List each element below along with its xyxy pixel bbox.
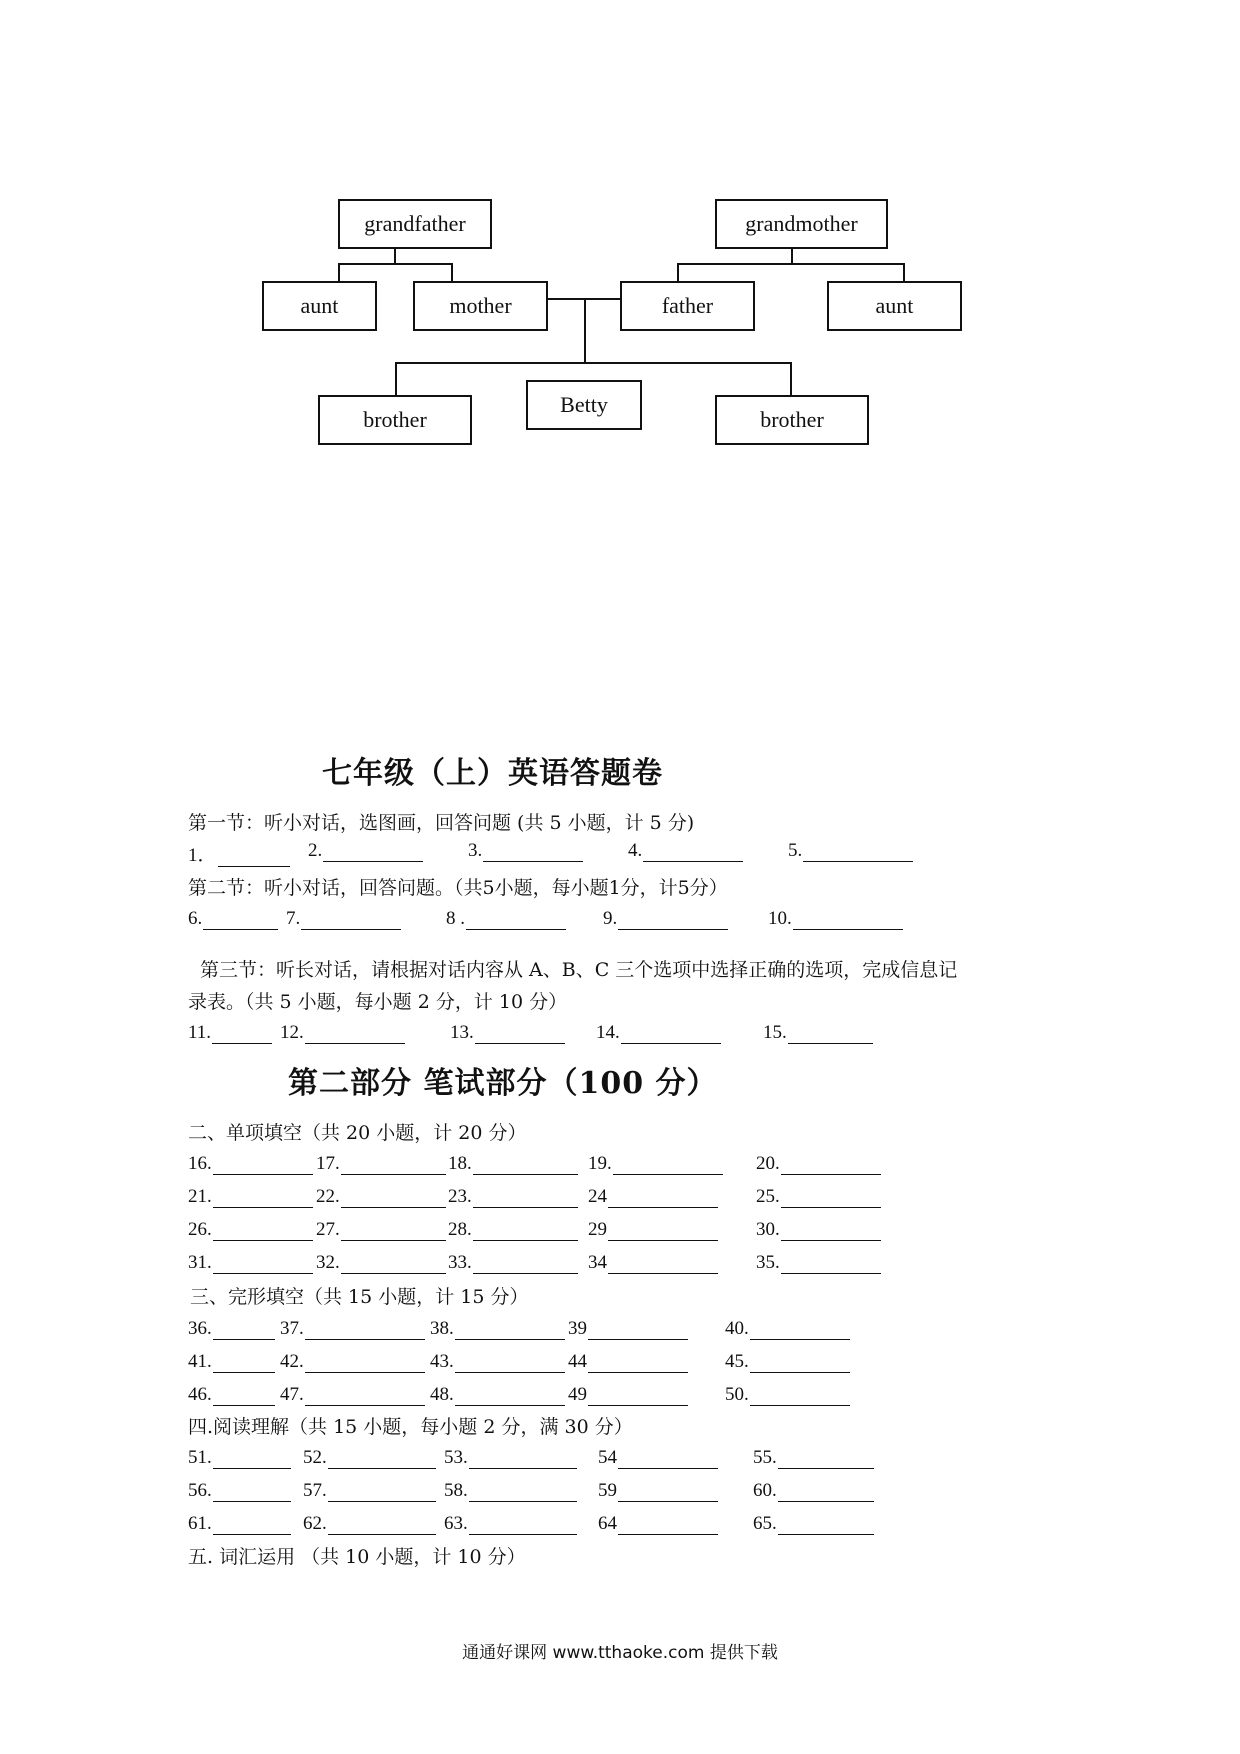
answer-item	[753, 1447, 874, 1469]
answer-blank[interactable]	[213, 1253, 313, 1274]
answer-blank[interactable]	[608, 1187, 718, 1208]
answer-blank[interactable]	[781, 1253, 881, 1274]
question-number: 49	[568, 1384, 587, 1405]
answer-blank[interactable]	[213, 1154, 313, 1175]
question-number: 45.	[725, 1351, 749, 1372]
answer-item	[303, 1447, 436, 1469]
answer-blank[interactable]	[328, 1514, 436, 1535]
tree-connector	[395, 362, 792, 364]
question-number: 60.	[753, 1480, 777, 1501]
question-number: 16.	[188, 1153, 212, 1174]
answer-item	[598, 1447, 718, 1469]
father-box: father	[620, 281, 755, 331]
question-number: 46.	[188, 1384, 212, 1405]
answer-item	[444, 1480, 577, 1502]
answer-item	[448, 1153, 578, 1175]
question-number: 28.	[448, 1219, 472, 1240]
answer-blank[interactable]	[588, 1385, 688, 1406]
answer-item	[588, 1219, 718, 1241]
question-number: 55.	[753, 1447, 777, 1468]
section2-answers	[188, 908, 1088, 934]
answer-row	[188, 1351, 1088, 1377]
answer-item	[280, 1384, 425, 1406]
answer-row	[188, 1447, 1088, 1473]
answer-row	[188, 1219, 1088, 1245]
answer-blank[interactable]	[475, 1023, 565, 1044]
question-number: 35.	[756, 1252, 780, 1273]
answer-blank[interactable]	[588, 1319, 688, 1340]
answer-item: 14.	[596, 1022, 721, 1044]
tree-connector	[791, 247, 793, 264]
answer-blank[interactable]	[621, 1023, 721, 1044]
answer-blank[interactable]	[781, 1187, 881, 1208]
answer-blank[interactable]	[788, 1023, 873, 1044]
answer-row	[188, 1384, 1088, 1410]
grandfather-box: grandfather	[338, 199, 492, 249]
question-number: 26.	[188, 1219, 212, 1240]
question-number: 37.	[280, 1318, 304, 1339]
answer-row	[188, 1252, 1088, 1278]
answer-blank[interactable]	[778, 1514, 874, 1535]
answer-item	[316, 1219, 446, 1241]
brother-left-box: brother	[318, 395, 472, 445]
question-number: 47.	[280, 1384, 304, 1405]
reading-heading: 四.阅读理解（共 15 小题，每小题 2 分，满 30 分）	[188, 1416, 633, 1438]
tree-connector	[790, 362, 792, 396]
answer-item	[188, 1318, 275, 1340]
answer-blank[interactable]	[305, 1385, 425, 1406]
question-number: 31.	[188, 1252, 212, 1273]
answer-item: 3.	[468, 840, 583, 862]
answer-blank[interactable]	[341, 1187, 446, 1208]
answer-blank[interactable]	[750, 1319, 850, 1340]
answer-blank[interactable]	[305, 1319, 425, 1340]
answer-item: 11.	[188, 1022, 272, 1044]
answer-blank[interactable]	[301, 909, 401, 930]
tree-connector	[395, 362, 397, 396]
question-number: 20.	[756, 1153, 780, 1174]
question-number: 48.	[430, 1384, 454, 1405]
section2-heading: 第二节：听小对话，回答问题。（共5小题，每小题1分，计5分）	[188, 877, 728, 899]
question-number: 22.	[316, 1186, 340, 1207]
mother-box: mother	[413, 281, 548, 331]
answer-row	[188, 1318, 1088, 1344]
answer-item	[188, 1153, 313, 1175]
answer-blank[interactable]	[469, 1481, 577, 1502]
answer-item	[725, 1351, 850, 1373]
answer-blank[interactable]	[473, 1154, 578, 1175]
answer-item	[756, 1219, 881, 1241]
answer-blank[interactable]	[305, 1023, 405, 1044]
answer-blank[interactable]	[328, 1481, 436, 1502]
answer-item	[430, 1318, 565, 1340]
answer-item: 6.	[188, 908, 278, 930]
answer-blank[interactable]	[213, 1514, 291, 1535]
answer-item	[568, 1351, 688, 1373]
answer-item	[448, 1219, 578, 1241]
question-number: 51.	[188, 1447, 212, 1468]
question-number: 27.	[316, 1219, 340, 1240]
answer-blank[interactable]	[483, 841, 583, 862]
answer-blank[interactable]	[341, 1253, 446, 1274]
answer-blank[interactable]	[305, 1352, 425, 1373]
question-number: 52.	[303, 1447, 327, 1468]
answer-blank[interactable]	[778, 1448, 874, 1469]
answer-item: 9.	[603, 908, 728, 930]
answer-item	[448, 1186, 578, 1208]
answer-item	[280, 1318, 425, 1340]
answer-item	[448, 1252, 578, 1274]
answer-blank[interactable]	[588, 1352, 688, 1373]
answer-blank[interactable]	[218, 846, 290, 867]
answer-item	[188, 1252, 313, 1274]
question-number: 64	[598, 1513, 617, 1534]
answer-item	[598, 1513, 718, 1535]
answer-item	[588, 1186, 718, 1208]
cloze-heading: 三、完形填空（共 15 小题，计 15 分）	[190, 1286, 529, 1308]
answer-blank[interactable]	[793, 909, 903, 930]
answer-item: 10.	[768, 908, 903, 930]
tree-connector	[584, 298, 586, 363]
answer-blank[interactable]	[803, 841, 913, 862]
answer-item: 1．	[188, 840, 290, 867]
question-number: 36.	[188, 1318, 212, 1339]
answer-row	[188, 1513, 1088, 1539]
answer-item	[280, 1351, 425, 1373]
betty-box: Betty	[526, 380, 642, 430]
question-number: 53.	[444, 1447, 468, 1468]
answer-blank[interactable]	[213, 1385, 275, 1406]
question-number: 56.	[188, 1480, 212, 1501]
answer-item	[753, 1513, 874, 1535]
question-number: 18.	[448, 1153, 472, 1174]
question-number: 24	[588, 1186, 607, 1207]
answer-item: 7.	[286, 908, 401, 930]
answer-blank[interactable]	[213, 1352, 275, 1373]
question-number: 32.	[316, 1252, 340, 1273]
tree-connector	[338, 263, 453, 265]
question-number: 19.	[588, 1153, 612, 1174]
question-number: 39	[568, 1318, 587, 1339]
question-number: 50.	[725, 1384, 749, 1405]
answer-blank[interactable]	[212, 1023, 272, 1044]
answer-item	[444, 1447, 577, 1469]
vocab-heading: 五. 词汇运用 （共 10 小题，计 10 分）	[188, 1546, 526, 1568]
answer-item	[756, 1186, 881, 1208]
answer-item	[588, 1252, 718, 1274]
question-number: 61.	[188, 1513, 212, 1534]
answer-blank[interactable]	[618, 1448, 718, 1469]
answer-blank[interactable]	[328, 1448, 436, 1469]
question-number: 33.	[448, 1252, 472, 1273]
tree-connector	[903, 263, 905, 281]
question-number: 21.	[188, 1186, 212, 1207]
aunt-left-box: aunt	[262, 281, 377, 331]
question-number: 41.	[188, 1351, 212, 1372]
answer-blank[interactable]	[213, 1448, 291, 1469]
answer-blank[interactable]	[781, 1154, 881, 1175]
answer-item: 4.	[628, 840, 743, 862]
answer-item	[568, 1384, 688, 1406]
grandmother-box: grandmother	[715, 199, 888, 249]
answer-item	[303, 1480, 436, 1502]
answer-blank[interactable]	[213, 1187, 313, 1208]
question-number: 54	[598, 1447, 617, 1468]
page-title: 七年级（上）英语答题卷	[322, 756, 663, 791]
answer-blank[interactable]	[466, 909, 566, 930]
answer-blank[interactable]	[455, 1352, 565, 1373]
answer-item	[725, 1318, 850, 1340]
question-number: 42.	[280, 1351, 304, 1372]
answer-blank[interactable]	[213, 1319, 275, 1340]
answer-blank[interactable]	[781, 1220, 881, 1241]
answer-item: 12.	[280, 1022, 405, 1044]
question-number: 57.	[303, 1480, 327, 1501]
answer-blank[interactable]	[608, 1220, 718, 1241]
answer-blank[interactable]	[608, 1253, 718, 1274]
question-number: 38.	[430, 1318, 454, 1339]
question-number: 44	[568, 1351, 587, 1372]
question-number: 34	[588, 1252, 607, 1273]
question-number: 63.	[444, 1513, 468, 1534]
part2-title: 第二部分 笔试部分（100 分）	[288, 1066, 718, 1101]
answer-row	[188, 1480, 1088, 1506]
answer-blank[interactable]	[455, 1385, 565, 1406]
question-number: 62.	[303, 1513, 327, 1534]
answer-blank[interactable]	[643, 841, 743, 862]
question-number: 65.	[753, 1513, 777, 1534]
answer-blank[interactable]	[613, 1154, 723, 1175]
answer-blank[interactable]	[750, 1385, 850, 1406]
section1-heading: 第一节：听小对话，选图画，回答问题 (共 5 小题，计 5 分)	[188, 812, 695, 834]
page-footer: 通通好课网 www.tthaoke.com 提供下载	[462, 1643, 778, 1663]
section3-answers	[188, 1022, 1088, 1048]
answer-blank[interactable]	[213, 1481, 291, 1502]
answer-item	[188, 1513, 291, 1535]
answer-item	[188, 1384, 275, 1406]
answer-item: 8 .	[446, 908, 566, 930]
answer-row	[188, 1153, 1088, 1179]
answer-item	[316, 1153, 446, 1175]
answer-item	[568, 1318, 688, 1340]
brother-right-box: brother	[715, 395, 869, 445]
question-number: 25.	[756, 1186, 780, 1207]
answer-item	[756, 1252, 881, 1274]
question-number: 17.	[316, 1153, 340, 1174]
answer-blank[interactable]	[618, 909, 728, 930]
aunt-right-box: aunt	[827, 281, 962, 331]
answer-blank[interactable]	[455, 1319, 565, 1340]
answer-blank[interactable]	[473, 1220, 578, 1241]
answer-blank[interactable]	[341, 1154, 446, 1175]
question-number: 23.	[448, 1186, 472, 1207]
answer-blank[interactable]	[323, 841, 423, 862]
question-number: 59	[598, 1480, 617, 1501]
answer-item: 5.	[788, 840, 913, 862]
answer-blank[interactable]	[203, 909, 278, 930]
answer-blank[interactable]	[473, 1187, 578, 1208]
tree-connector	[677, 263, 905, 265]
answer-blank[interactable]	[213, 1220, 313, 1241]
tree-connector	[451, 263, 453, 281]
answer-item	[188, 1480, 291, 1502]
answer-item	[188, 1219, 313, 1241]
answer-item	[316, 1186, 446, 1208]
answer-item	[430, 1351, 565, 1373]
answer-blank[interactable]	[469, 1514, 577, 1535]
answer-item	[725, 1384, 850, 1406]
answer-item: 2.	[308, 840, 423, 862]
answer-item: 13.	[450, 1022, 565, 1044]
answer-item	[753, 1480, 874, 1502]
answer-blank[interactable]	[750, 1352, 850, 1373]
answer-blank[interactable]	[618, 1481, 718, 1502]
answer-item	[188, 1186, 313, 1208]
section3-heading-line2: 录表。（共 5 小题，每小题 2 分，计 10 分）	[188, 991, 568, 1013]
answer-item	[444, 1513, 577, 1535]
answer-blank[interactable]	[341, 1220, 446, 1241]
answer-item	[430, 1384, 565, 1406]
answer-blank[interactable]	[778, 1481, 874, 1502]
tree-connector	[338, 263, 340, 281]
answer-item	[303, 1513, 436, 1535]
section3-heading-line1: 第三节：听长对话，请根据对话内容从 A、B、C 三个选项中选择正确的选项，完成信息记	[200, 959, 958, 981]
answer-item	[188, 1351, 275, 1373]
question-number: 30.	[756, 1219, 780, 1240]
answer-item	[756, 1153, 881, 1175]
answer-item	[188, 1447, 291, 1469]
answer-item	[598, 1480, 718, 1502]
answer-item: 15.	[763, 1022, 873, 1044]
answer-blank[interactable]	[469, 1448, 577, 1469]
answer-blank[interactable]	[473, 1253, 578, 1274]
answer-item	[588, 1153, 723, 1175]
question-number: 43.	[430, 1351, 454, 1372]
tree-connector	[394, 247, 396, 264]
answer-row	[188, 1186, 1088, 1212]
answer-blank[interactable]	[618, 1514, 718, 1535]
tree-connector	[677, 263, 679, 281]
answer-item	[316, 1252, 446, 1274]
section1-answers	[188, 840, 1088, 866]
question-number: 40.	[725, 1318, 749, 1339]
question-number: 58.	[444, 1480, 468, 1501]
single-choice-heading: 二、单项填空（共 20 小题，计 20 分）	[188, 1122, 527, 1144]
question-number: 29	[588, 1219, 607, 1240]
